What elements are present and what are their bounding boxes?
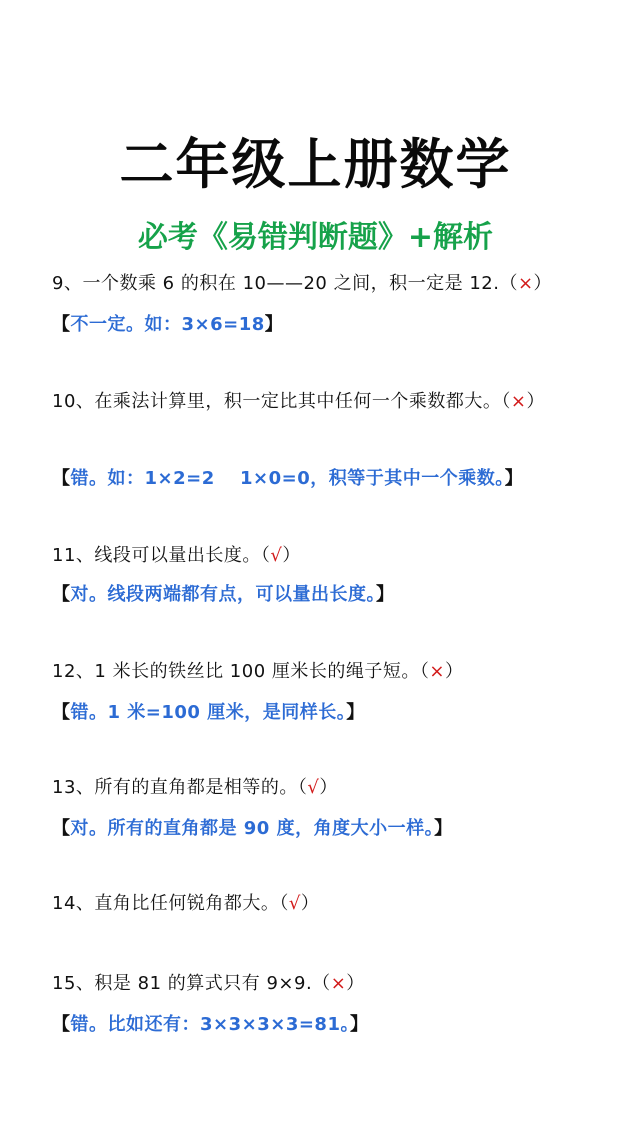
question-close: ） xyxy=(282,545,301,566)
wrong-mark-icon: × xyxy=(429,661,445,682)
question-text: 15、积是 81 的算式只有 9×9.（ xyxy=(52,973,331,994)
bracket-open: 【 xyxy=(52,314,71,335)
answer-13 xyxy=(52,816,612,842)
question-text: 13、所有的直角都是相等的。（ xyxy=(52,777,308,798)
question-close: ） xyxy=(533,273,553,294)
answer-text: 对。所有的直角都是 90 度，角度大小一样。 xyxy=(70,818,435,839)
question-close: ） xyxy=(319,777,338,798)
question-text: 11、线段可以量出长度。（ xyxy=(52,545,271,566)
page-title: 二年级上册数学 xyxy=(119,133,512,196)
bracket-open: 【 xyxy=(52,584,71,605)
bracket-open: 【 xyxy=(52,818,71,839)
check-mark-icon: √ xyxy=(270,545,283,566)
answer-11 xyxy=(52,582,612,608)
question-close: ） xyxy=(300,893,320,914)
answer-text: 错。如：1×2=2 1×0=0，积等于其中一个乘数。 xyxy=(70,468,505,489)
check-mark-icon: √ xyxy=(307,777,320,798)
bracket-close: 】 xyxy=(264,314,284,335)
answer-15 xyxy=(52,1012,612,1038)
answer-text: 对。线段两端都有点，可以量出长度。 xyxy=(70,584,376,605)
answer-9 xyxy=(52,312,612,338)
page-subtitle: 必考《易错判断题》+解析 xyxy=(137,220,494,255)
bracket-close: 】 xyxy=(376,584,395,605)
check-mark-icon: √ xyxy=(288,893,301,914)
bracket-open: 【 xyxy=(52,1014,71,1035)
bracket-open: 【 xyxy=(52,468,71,489)
bracket-close: 】 xyxy=(349,1014,369,1035)
answer-10 xyxy=(52,466,612,492)
question-close: ） xyxy=(444,661,464,682)
question-10 xyxy=(52,384,600,420)
question-9 xyxy=(52,266,612,302)
question-11 xyxy=(52,538,612,574)
question-text: 14、直角比任何锐角都大。（ xyxy=(52,893,289,914)
bracket-close: 】 xyxy=(346,702,365,723)
wrong-mark-icon: × xyxy=(330,973,347,994)
question-text: 9、一个数乘 6 的积在 10——20 之间，积一定是 12.（ xyxy=(52,273,518,294)
question-13 xyxy=(52,770,612,806)
question-close: ） xyxy=(526,391,545,412)
bracket-open: 【 xyxy=(52,702,71,723)
question-14 xyxy=(52,886,612,922)
wrong-mark-icon: × xyxy=(517,273,534,294)
wrong-mark-icon: × xyxy=(510,391,527,412)
answer-12 xyxy=(52,700,612,726)
question-15 xyxy=(52,966,612,1002)
answer-text: 错。1 米=100 厘米，是同样长。 xyxy=(70,702,347,723)
question-text: 10、在乘法计算里，积一定比其中任何一个乘数都大。（ xyxy=(52,391,511,412)
question-text: 12、1 米长的铁丝比 100 厘米长的绳子短。（ xyxy=(52,661,430,682)
answer-text: 不一定。如：3×6=18 xyxy=(70,314,265,335)
bracket-close: 】 xyxy=(434,818,453,839)
answer-text: 错。比如还有：3×3×3×3=81。 xyxy=(70,1014,350,1035)
bracket-close: 】 xyxy=(504,468,524,489)
question-12 xyxy=(52,654,612,690)
question-close: ） xyxy=(346,973,365,994)
